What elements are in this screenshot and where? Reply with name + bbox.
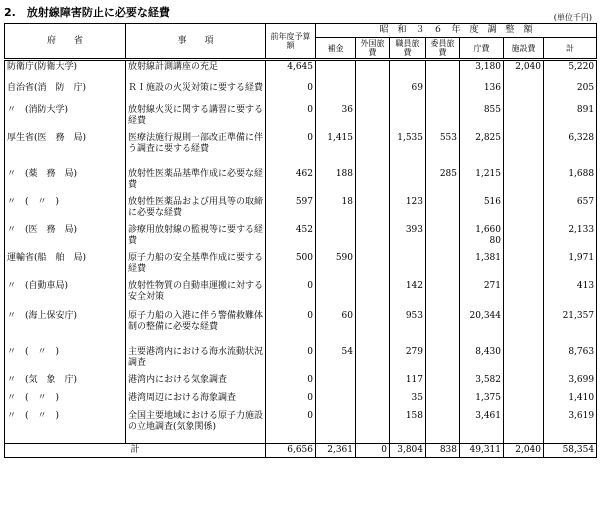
cell-foreign-travel xyxy=(356,196,390,224)
header-subsidy: 補金 xyxy=(316,38,356,60)
cell-row-total: 5,220 xyxy=(544,60,597,82)
cell-row-total: 205 xyxy=(544,82,597,104)
cell-domestic-travel: 953 xyxy=(390,310,426,346)
cell-item: 全国主要地域における原子力施設の立地調査(気象関係) xyxy=(126,410,266,444)
cell-foreign-travel xyxy=(356,252,390,280)
cell-agency: 自治省(消 防 庁) xyxy=(5,82,126,104)
cell-row-total: 413 xyxy=(544,280,597,310)
cell-item: 放射性物質の自動車運搬に対する安全対策 xyxy=(126,280,266,310)
cell-row-total: 2,133 xyxy=(544,224,597,252)
total-domestic: 3,804 xyxy=(390,444,426,458)
cell-foreign-travel xyxy=(356,224,390,252)
cell-office-expense: 271 xyxy=(460,280,504,310)
cell-committee-travel xyxy=(426,224,460,252)
table-row xyxy=(5,310,597,346)
table-row xyxy=(5,224,597,252)
cell-committee-travel xyxy=(426,310,460,346)
cell-row-total: 891 xyxy=(544,104,597,132)
cell-facility-expense xyxy=(504,374,544,392)
cell-facility-expense xyxy=(504,224,544,252)
cell-prev-budget: 0 xyxy=(266,104,316,132)
cell-domestic-travel: 279 xyxy=(390,346,426,374)
cell-office-expense: 1,660 80 xyxy=(460,224,504,252)
cell-prev-budget: 0 xyxy=(266,392,316,410)
table-row xyxy=(5,280,597,310)
total-prev: 6,656 xyxy=(266,444,316,458)
cell-prev-budget: 0 xyxy=(266,374,316,392)
cell-agency: 〃 (消防大学) xyxy=(5,104,126,132)
cell-subsidy xyxy=(316,280,356,310)
table-row xyxy=(5,168,597,196)
cell-prev-budget: 597 xyxy=(266,196,316,224)
cell-prev-budget: 500 xyxy=(266,252,316,280)
cell-domestic-travel: 35 xyxy=(390,392,426,410)
cell-agency: 〃 ( 〃 ) xyxy=(5,392,126,410)
cell-item: 放射性医薬品および用具等の取締に必要な経費 xyxy=(126,196,266,224)
cell-subsidy xyxy=(316,410,356,444)
header-foreign-travel: 外国旅費 xyxy=(356,38,390,60)
cell-item: 放射性医薬品基準作成に必要な経費 xyxy=(126,168,266,196)
cell-row-total: 8,763 xyxy=(544,346,597,374)
cell-foreign-travel xyxy=(356,104,390,132)
cell-foreign-travel xyxy=(356,82,390,104)
total-label: 計 xyxy=(5,444,266,458)
header-agency: 府 省 xyxy=(5,24,126,60)
cell-subsidy: 18 xyxy=(316,196,356,224)
header-facility-expense: 施設費 xyxy=(504,38,544,60)
cell-committee-travel xyxy=(426,374,460,392)
cell-domestic-travel xyxy=(390,104,426,132)
cell-facility-expense xyxy=(504,132,544,168)
table-row xyxy=(5,196,597,224)
cell-prev-budget: 0 xyxy=(266,410,316,444)
cell-subsidy xyxy=(316,374,356,392)
cell-item: 放射線火災に関する講習に要する経費 xyxy=(126,104,266,132)
cell-domestic-travel: 393 xyxy=(390,224,426,252)
header-domestic-travel: 職員旅費 xyxy=(390,38,426,60)
cell-facility-expense xyxy=(504,104,544,132)
header-office-expense: 庁費 xyxy=(460,38,504,60)
cell-foreign-travel xyxy=(356,280,390,310)
cell-agency: 〃 ( 〃 ) xyxy=(5,196,126,224)
cell-item: 医療法施行規則一部改正準備に伴う調査に要する経費 xyxy=(126,132,266,168)
cell-row-total: 6,328 xyxy=(544,132,597,168)
cell-foreign-travel xyxy=(356,168,390,196)
cell-domestic-travel: 1,535 xyxy=(390,132,426,168)
cell-foreign-travel xyxy=(356,310,390,346)
cell-row-total: 1,410 xyxy=(544,392,597,410)
cell-prev-budget: 0 xyxy=(266,346,316,374)
cell-committee-travel: 553 xyxy=(426,132,460,168)
cell-subsidy xyxy=(316,224,356,252)
total-row xyxy=(5,444,597,458)
total-facility: 2,040 xyxy=(504,444,544,458)
header-committee-travel: 委員旅費 xyxy=(426,38,460,60)
table-row xyxy=(5,60,597,82)
cell-foreign-travel xyxy=(356,392,390,410)
cell-committee-travel xyxy=(426,410,460,444)
cell-item: 港湾内における気象調査 xyxy=(126,374,266,392)
cell-agency: 〃 (自動車局) xyxy=(5,280,126,310)
cell-row-total: 3,619 xyxy=(544,410,597,444)
cell-item: 放射線計測講座の充足 xyxy=(126,60,266,82)
cell-domestic-travel: 123 xyxy=(390,196,426,224)
cell-office-expense: 3,582 xyxy=(460,374,504,392)
cell-committee-travel xyxy=(426,60,460,82)
cell-row-total: 21,357 xyxy=(544,310,597,346)
table-row xyxy=(5,252,597,280)
cell-agency: 〃 ( 〃 ) xyxy=(5,346,126,374)
total-office: 49,311 xyxy=(460,444,504,458)
cell-foreign-travel xyxy=(356,346,390,374)
cell-agency: 運輸省(船 舶 局) xyxy=(5,252,126,280)
cell-subsidy: 60 xyxy=(316,310,356,346)
cell-facility-expense xyxy=(504,310,544,346)
cell-row-total: 657 xyxy=(544,196,597,224)
table-row xyxy=(5,410,597,444)
cell-facility-expense xyxy=(504,82,544,104)
cell-subsidy: 36 xyxy=(316,104,356,132)
cell-committee-travel xyxy=(426,104,460,132)
cell-office-expense: 3,180 xyxy=(460,60,504,82)
cell-subsidy xyxy=(316,82,356,104)
cell-domestic-travel: 158 xyxy=(390,410,426,444)
cell-domestic-travel xyxy=(390,168,426,196)
cell-office-expense: 136 xyxy=(460,82,504,104)
cell-committee-travel xyxy=(426,392,460,410)
page-title: 2. 放射線障害防止に必要な経費 xyxy=(4,6,170,19)
cell-office-expense: 8,430 xyxy=(460,346,504,374)
cell-foreign-travel xyxy=(356,60,390,82)
header-total: 計 xyxy=(544,38,597,60)
header-item: 事 項 xyxy=(126,24,266,60)
cell-facility-expense xyxy=(504,410,544,444)
cell-subsidy: 188 xyxy=(316,168,356,196)
cell-agency: 厚生省(医 務 局) xyxy=(5,132,126,168)
cell-office-expense: 1,215 xyxy=(460,168,504,196)
cell-foreign-travel xyxy=(356,132,390,168)
cell-subsidy: 1,415 xyxy=(316,132,356,168)
cell-prev-budget: 0 xyxy=(266,280,316,310)
cell-item: 原子力船の入港に伴う警備救難体制の整備に必要な経費 xyxy=(126,310,266,346)
cell-item: 主要港湾内における海水流動状況調査 xyxy=(126,346,266,374)
table-row xyxy=(5,346,597,374)
cell-office-expense: 3,461 xyxy=(460,410,504,444)
cell-prev-budget: 0 xyxy=(266,82,316,104)
table-row xyxy=(5,374,597,392)
cell-agency: 〃 (医 務 局) xyxy=(5,224,126,252)
cell-office-expense: 20,344 xyxy=(460,310,504,346)
cell-domestic-travel xyxy=(390,252,426,280)
cell-committee-travel xyxy=(426,280,460,310)
header-prev-budget: 前年度予算額 xyxy=(266,24,316,60)
cell-office-expense: 516 xyxy=(460,196,504,224)
cell-office-expense: 1,375 xyxy=(460,392,504,410)
cell-facility-expense xyxy=(504,168,544,196)
cell-item: 診療用放射線の監視等に要する経費 xyxy=(126,224,266,252)
cell-committee-travel xyxy=(426,82,460,104)
cell-item: 原子力船の安全基準作成に要する経費 xyxy=(126,252,266,280)
cell-domestic-travel xyxy=(390,60,426,82)
cell-row-total: 3,699 xyxy=(544,374,597,392)
cell-item: 港湾周辺における海象調査 xyxy=(126,392,266,410)
total-committee: 838 xyxy=(426,444,460,458)
cell-agency: 防衛庁(防衛大学) xyxy=(5,60,126,82)
cell-item: ＲＩ施設の火災対策に要する経費 xyxy=(126,82,266,104)
cell-prev-budget: 452 xyxy=(266,224,316,252)
cell-domestic-travel: 69 xyxy=(390,82,426,104)
cell-foreign-travel xyxy=(356,410,390,444)
cell-facility-expense xyxy=(504,196,544,224)
cell-subsidy: 590 xyxy=(316,252,356,280)
cell-agency: 〃 (海上保安庁) xyxy=(5,310,126,346)
cell-prev-budget: 0 xyxy=(266,132,316,168)
cell-prev-budget: 0 xyxy=(266,310,316,346)
total-subsidy: 2,361 xyxy=(316,444,356,458)
cell-domestic-travel: 142 xyxy=(390,280,426,310)
cell-domestic-travel: 117 xyxy=(390,374,426,392)
table-row xyxy=(5,392,597,410)
cell-facility-expense xyxy=(504,346,544,374)
cell-prev-budget: 462 xyxy=(266,168,316,196)
budget-table xyxy=(4,23,597,458)
cell-office-expense: 2,825 xyxy=(460,132,504,168)
cell-facility-expense xyxy=(504,252,544,280)
cell-committee-travel xyxy=(426,252,460,280)
cell-row-total: 1,971 xyxy=(544,252,597,280)
cell-office-expense: 1,381 xyxy=(460,252,504,280)
cell-facility-expense xyxy=(504,392,544,410)
header-fy36: 昭 和 ３ ６ 年 度 調 整 額 xyxy=(316,24,597,38)
table-row xyxy=(5,82,597,104)
table-row xyxy=(5,104,597,132)
table-row xyxy=(5,132,597,168)
total-foreign: 0 xyxy=(356,444,390,458)
total-sum: 58,354 xyxy=(544,444,597,458)
cell-facility-expense xyxy=(504,280,544,310)
cell-office-expense: 855 xyxy=(460,104,504,132)
cell-subsidy: 54 xyxy=(316,346,356,374)
cell-subsidy xyxy=(316,392,356,410)
cell-row-total: 1,688 xyxy=(544,168,597,196)
cell-committee-travel xyxy=(426,196,460,224)
cell-committee-travel xyxy=(426,346,460,374)
cell-foreign-travel xyxy=(356,374,390,392)
cell-committee-travel: 285 xyxy=(426,168,460,196)
cell-prev-budget: 4,645 xyxy=(266,60,316,82)
cell-agency: 〃 (気 象 庁) xyxy=(5,374,126,392)
unit-note: (単位千円) xyxy=(553,13,592,22)
cell-facility-expense: 2,040 xyxy=(504,60,544,82)
cell-agency: 〃 ( 〃 ) xyxy=(5,410,126,444)
cell-agency: 〃 (薬 務 局) xyxy=(5,168,126,196)
cell-subsidy xyxy=(316,60,356,82)
